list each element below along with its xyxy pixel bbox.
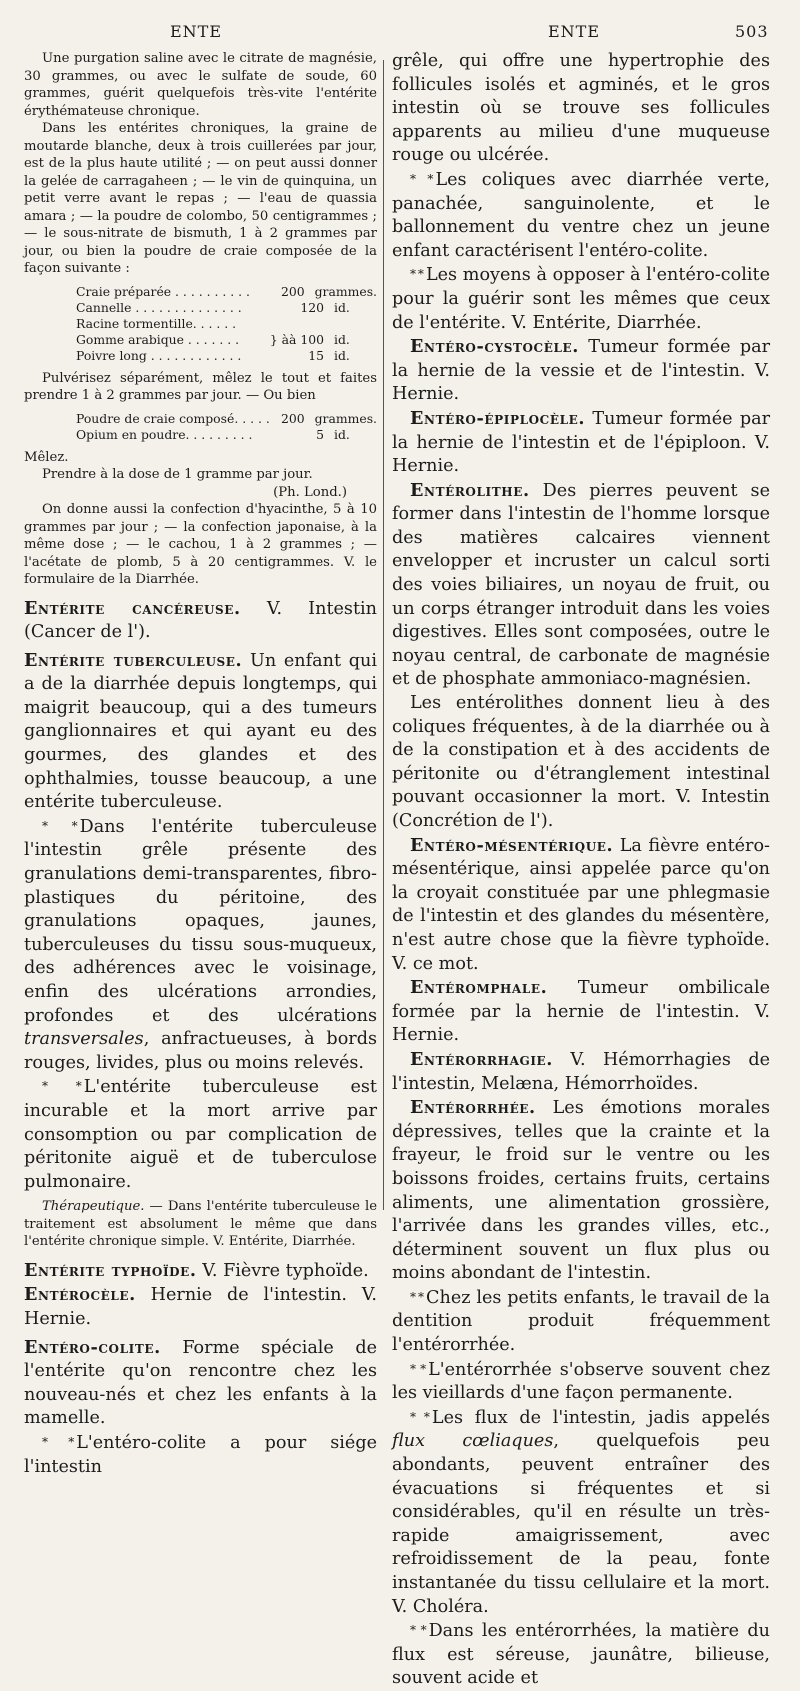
entry-headword: Entérorrhée. [410, 1097, 536, 1119]
formula-row: Poivre long . . . . . . . . . . . . 15 id. [76, 347, 350, 363]
entry-enterite-tuberculeuse: Entérite tuberculeuse. Un enfant qui a de la diarrhée depuis longtemps, qui maigrit beaucoup, qui a des tumeurs ganglionnaires et qui ayant eu des gourmes, des glandes et des ophthalmies, tousse beaucoup, a une entérite tuberculeuse. [24, 649, 377, 813]
paragraph: * * Les flux de l'intestin, jadis appelés flux cœliaques, quelquefois peu abondants, peuvent entraîner des évacuations si fréquentes et si considérables, qu'il en résulte un très-rapide amaigrissement, avec refroidissement de la peau, fonte instantanée du tissu cellulaire et la mort. V. Choléra. [392, 1407, 770, 1617]
paragraph: * * Les moyens à opposer à l'entéro-colite pour la guérir sont les mêmes que ceux de l'entérite. V. Entérite, Diarrhée. [392, 265, 770, 333]
entry-enterolithe: Entérolithe. Des pierres peuvent se former dans l'intestin de l'homme lorsque des matières calcaires viennent envelopper et incruster un calcul sorti des voies biliaires, un noyau de fruit, ou un corps étranger introduit dans les voies digestives. Elles sont composées, outre le noyau central, de carbonate de magnésie et de phosphate ammoniaco-magnésien. [392, 479, 770, 690]
right-column [392, 50, 770, 1691]
entry-entero-colite: Entéro-colite. Forme spéciale de l'entérite qu'on rencontre chez les nouveau-nés et chez les enfants à la mamelle. [24, 1336, 377, 1429]
asterism-icon: * * [410, 171, 433, 186]
asterism-icon: * * [42, 1435, 74, 1449]
asterism-icon: * * [410, 1623, 426, 1638]
entry-headword: Entérorrhagie. [410, 1048, 554, 1070]
formula-row: Racine tormentille. . . . . . [76, 315, 237, 331]
paragraph: * * L'entérorrhée s'observe souvent chez les vieillards d'une façon permanente. [392, 1359, 770, 1404]
paragraph: Une purgation saline avec le citrate de magnésie, 30 grammes, ou avec le sulfate de soude, 60 grammes, guérit quelquefois très-vite l'entérite érythémateuse chronique. [24, 51, 377, 119]
formula-row: Craie préparée . . . . . . . . . . 200 grammes. [76, 283, 377, 299]
paragraph: On donne aussi la confection d'hyacinthe, 5 à 10 grammes par jour ; — la confection japonaise, à la même dose ; — le cachou, 1 à 2 grammes ; — l'acétate de plomb, 5 à 20 centigrammes. V. le formulaire de la Diarrhée. [24, 502, 377, 587]
entry-headword: Entéro-cystocèle. [410, 336, 579, 358]
entry-headword: Entéro-épiplocèle. [410, 407, 586, 429]
running-head-center: ENTE [548, 22, 601, 41]
paragraph: Prendre à la dose de 1 gramme par jour. [42, 467, 313, 482]
paragraph: * * Chez les petits enfants, le travail de la dentition produit fréquemment l'entérorrhée. [392, 1287, 770, 1356]
entry-headword: Entérite typhoïde. [24, 1259, 197, 1281]
entry-headword: Entéro-mésentérique. [410, 834, 614, 856]
entry-headword: Entéromphale. [410, 977, 548, 999]
entry-headword: Entérolithe. [410, 479, 530, 501]
left-column [24, 50, 377, 1479]
paragraph: * * Dans l'entérite tuberculeuse l'intestin grêle présente des granulations demi-transparentes, fibro-plastiques du péritoine, des granulations opaques, jaunes, tuberculeuses du tissu sous-muqueux, des adhérences avec le voisinage, enfin des ulcérations arrondies, profondes et des ulcérations transversales, anfractueuses, à bords rouges, livides, plus ou moins relevés. [24, 816, 377, 1073]
asterism-icon: * * [410, 1409, 429, 1424]
formula-row: Cannelle . . . . . . . . . . . . . . 120 id. [76, 299, 350, 315]
entry-enterite-typhoide: Entérite typhoïde. V. Fièvre typhoïde. [24, 1259, 369, 1281]
formula-row: Poudre de craie composé. . . . . 200 grammes. [76, 410, 377, 426]
paragraph: * * L'entérite tuberculeuse est incurable et la mort arrive par consomption ou par complication de péritonite aiguë et de tuberculose pulmonaire. [24, 1077, 377, 1192]
entry-headword: Entérocèle. [24, 1284, 136, 1306]
entry-enterorrhagie: Entérorrhagie. V. Hémorrhagies de l'intestin, Melæna, Hémorrhoïdes. [392, 1048, 770, 1094]
entry-entero-cystocele: Entéro-cystocèle. Tumeur formée par la hernie de la vessie et de l'intestin. V. Hernie. [392, 336, 770, 405]
formula-table [76, 284, 377, 364]
running-head-left: ENTE [170, 22, 223, 41]
entry-headword: Entéro-colite. [24, 1336, 161, 1358]
paragraph: * * Les coliques avec diarrhée verte, panachée, sanguinolente, et le ballonnement du ventre chez un jeune enfant caractérisent l'entéro-colite. [392, 169, 770, 261]
asterism-icon: * * [410, 267, 423, 282]
asterism-icon: * * [42, 1079, 81, 1094]
entry-enterorrhee: Entérorrhée. Les émotions morales dépressives, telles que la crainte et la frayeur, le froid sur le ventre ou les boissons froides, certains fruits, certains aliments, une alimentation grossière, l'arrivée dans les grandes villes, etc., déterminent souvent un flux plus ou moins abondant de l'intestin. [392, 1097, 770, 1284]
paragraph: Thérapeutique. — Dans l'entérite tuberculeuse le traitement est absolument le même que dans l'entérite chronique simple. V. Entérite, Diarrhée. [24, 1199, 377, 1250]
column-divider [383, 60, 384, 1210]
asterism-icon: * * [410, 1289, 424, 1304]
entry-enteromphale: Entéromphale. Tumeur ombilicale formée par la hernie de l'intestin. V. Hernie. [392, 977, 770, 1046]
paragraph: Mêlez. [24, 449, 69, 465]
asterism-icon: * * [410, 1361, 426, 1376]
entry-headword: Entérite tuberculeuse. [24, 649, 243, 671]
entry-headword: Entérite cancéreuse. [24, 597, 241, 619]
entry-enterocele: Entérocèle. Hernie de l'intestin. V. Hernie. [24, 1284, 377, 1330]
source-reference: (Ph. Lond.) [273, 484, 347, 500]
paragraph: * * Dans les entérorrhées, la matière du flux est séreuse, jaunâtre, bilieuse, souvent acide et [392, 1621, 770, 1689]
paragraph: Dans les entérites chroniques, la graine de moutarde blanche, deux à trois cuillerées par jour, est de la plus haute utilité ; — on peut aussi donner la gelée de carragaheen ; — le vin de quinquina, un petit verre avant le repas ; — l'eau de quassia amara ; — la poudre de colombo, 50 centigrammes ; — le sous-nitrate de bismuth, 1 à 2 grammes par jour, ou bien la poudre de craie composée de la façon suivante : [24, 121, 377, 276]
paragraph: Les entérolithes donnent lieu à des coliques fréquentes, à de la diarrhée ou à de la constipation et à des accidents de péritonite ou d'étranglement intestinal pouvant occasionner la mort. V. Intestin (Concrétion de l'). [392, 693, 770, 831]
entry-entero-mesenterique: Entéro-mésentérique. La fièvre entéro-mésentérique, ainsi appelée parce qu'on la croyait constituée par une phlegmasie de l'intestin et des glandes du mésentère, n'est autre chose que la fièvre typhoïde. V. ce mot. [392, 834, 770, 974]
running-head [0, 22, 800, 48]
entry-entero-epiplocele: Entéro-épiplocèle. Tumeur formée par la hernie de l'intestin et de l'épiploon. V. Hernie. [392, 407, 770, 477]
paragraph: Pulvérisez séparément, mêlez le tout et faites prendre 1 à 2 grammes par jour. — Ou bien [24, 370, 377, 403]
formula-table [76, 411, 377, 443]
asterism-icon: * * [42, 818, 77, 833]
entry-enterite-cancereuse: Entérite cancéreuse. V. Intestin (Cancer de l'). [24, 597, 377, 643]
page-number: 503 [735, 22, 769, 41]
formula-row: Gomme arabique . . . . . . . } àà 100 id. [76, 331, 350, 347]
paragraph: * * L'entéro-colite a pour siége l'intestin [24, 1433, 377, 1477]
formula-row: Opium en poudre. . . . . . . . . 5 id. [76, 426, 350, 442]
paragraph: grêle, qui offre une hypertrophie des follicules isolés et agminés, et le gros intestin où se trouve ses follicules apparents au milieu d'une muqueuse rouge ou ulcérée. [392, 51, 770, 166]
